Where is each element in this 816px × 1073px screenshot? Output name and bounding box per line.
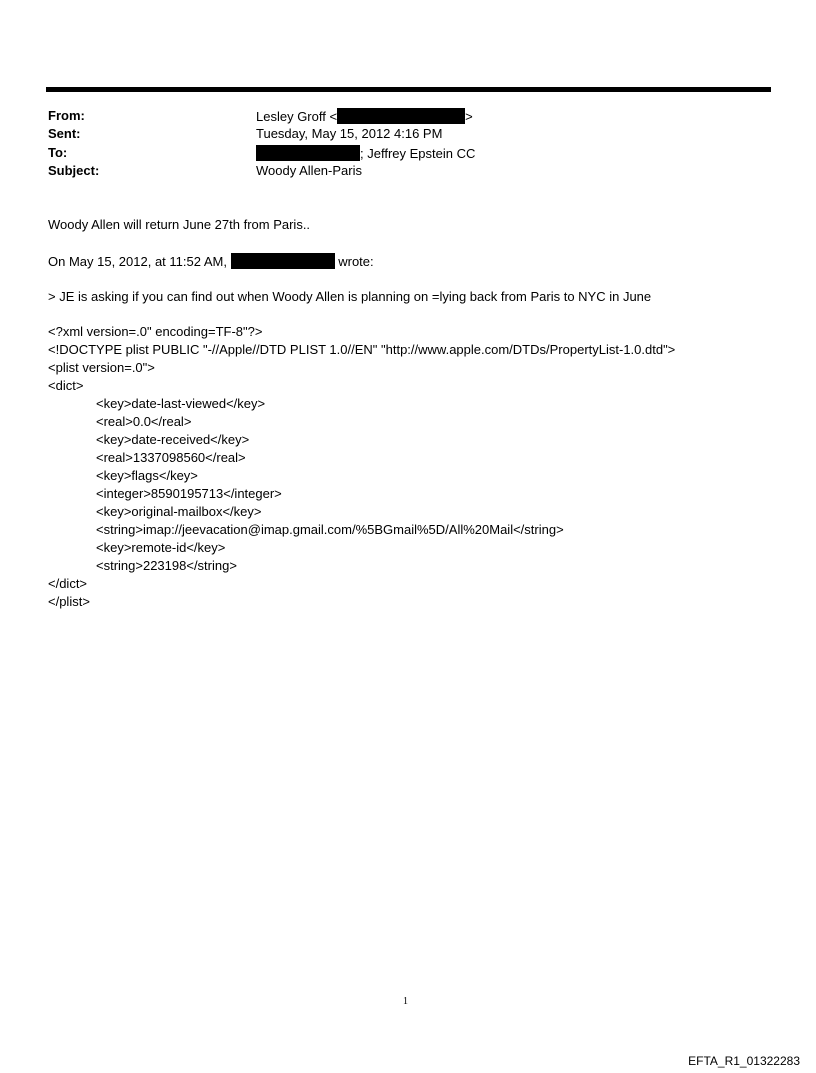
to-value — [256, 145, 475, 162]
plist-close: </plist> — [48, 594, 90, 609]
dict-line: <key>original-mailbox</key> — [96, 504, 262, 519]
xml-declaration: <?xml version=.0" encoding=TF-8"?> — [48, 324, 263, 339]
dict-line: <string>223198</string> — [96, 558, 237, 573]
subject-value: Woody Allen-Paris — [256, 163, 362, 178]
dict-line: <string>imap://jeevacation@imap.gmail.com/%5BGmail%5D/All%20Mail</string> — [96, 522, 564, 537]
dict-open: <dict> — [48, 378, 84, 393]
dict-line: <real>0.0</real> — [96, 414, 192, 429]
quote-intro-end: wrote: — [338, 254, 374, 269]
from-label: From: — [48, 108, 85, 123]
page-number: 1 — [403, 996, 408, 1007]
dict-close: </dict> — [48, 576, 88, 591]
to-label: To: — [48, 145, 68, 160]
dict-line: <key>date-last-viewed</key> — [96, 396, 266, 411]
plist-open: <plist version=.0"> — [48, 360, 155, 375]
header-rule — [46, 87, 771, 92]
redaction-box — [256, 145, 360, 161]
from-name: Lesley Groff < — [256, 109, 338, 124]
from-value — [256, 108, 473, 125]
sent-label: Sent: — [48, 126, 81, 141]
sent-value: Tuesday, May 15, 2012 4:16 PM — [256, 126, 443, 141]
to-recipients: ; Jeffrey Epstein CC — [360, 146, 476, 161]
quoted-text: > JE is asking if you can find out when Woody Allen is planning on =lying back from Paris to NYC in June — [48, 289, 652, 304]
dict-line: <integer>8590195713</integer> — [96, 486, 282, 501]
subject-label: Subject: — [48, 163, 100, 178]
redaction-box — [231, 253, 335, 269]
redaction-box — [337, 108, 465, 124]
quote-intro — [48, 253, 374, 270]
dict-line: <key>flags</key> — [96, 468, 198, 483]
dict-line: <real>1337098560</real> — [96, 450, 246, 465]
doctype-line: <!DOCTYPE plist PUBLIC "-//Apple//DTD PLIST 1.0//EN" "http://www.apple.com/DTDs/PropertyList-1.0.dtd"> — [48, 342, 676, 357]
quote-intro-start: On May 15, 2012, at 11:52 AM, — [48, 254, 227, 269]
dict-line: <key>remote-id</key> — [96, 540, 226, 555]
from-end: > — [465, 109, 473, 124]
bates-number: EFTA_R1_01322283 — [688, 1054, 800, 1068]
reply-text: Woody Allen will return June 27th from Paris.. — [48, 217, 311, 232]
dict-line: <key>date-received</key> — [96, 432, 250, 447]
